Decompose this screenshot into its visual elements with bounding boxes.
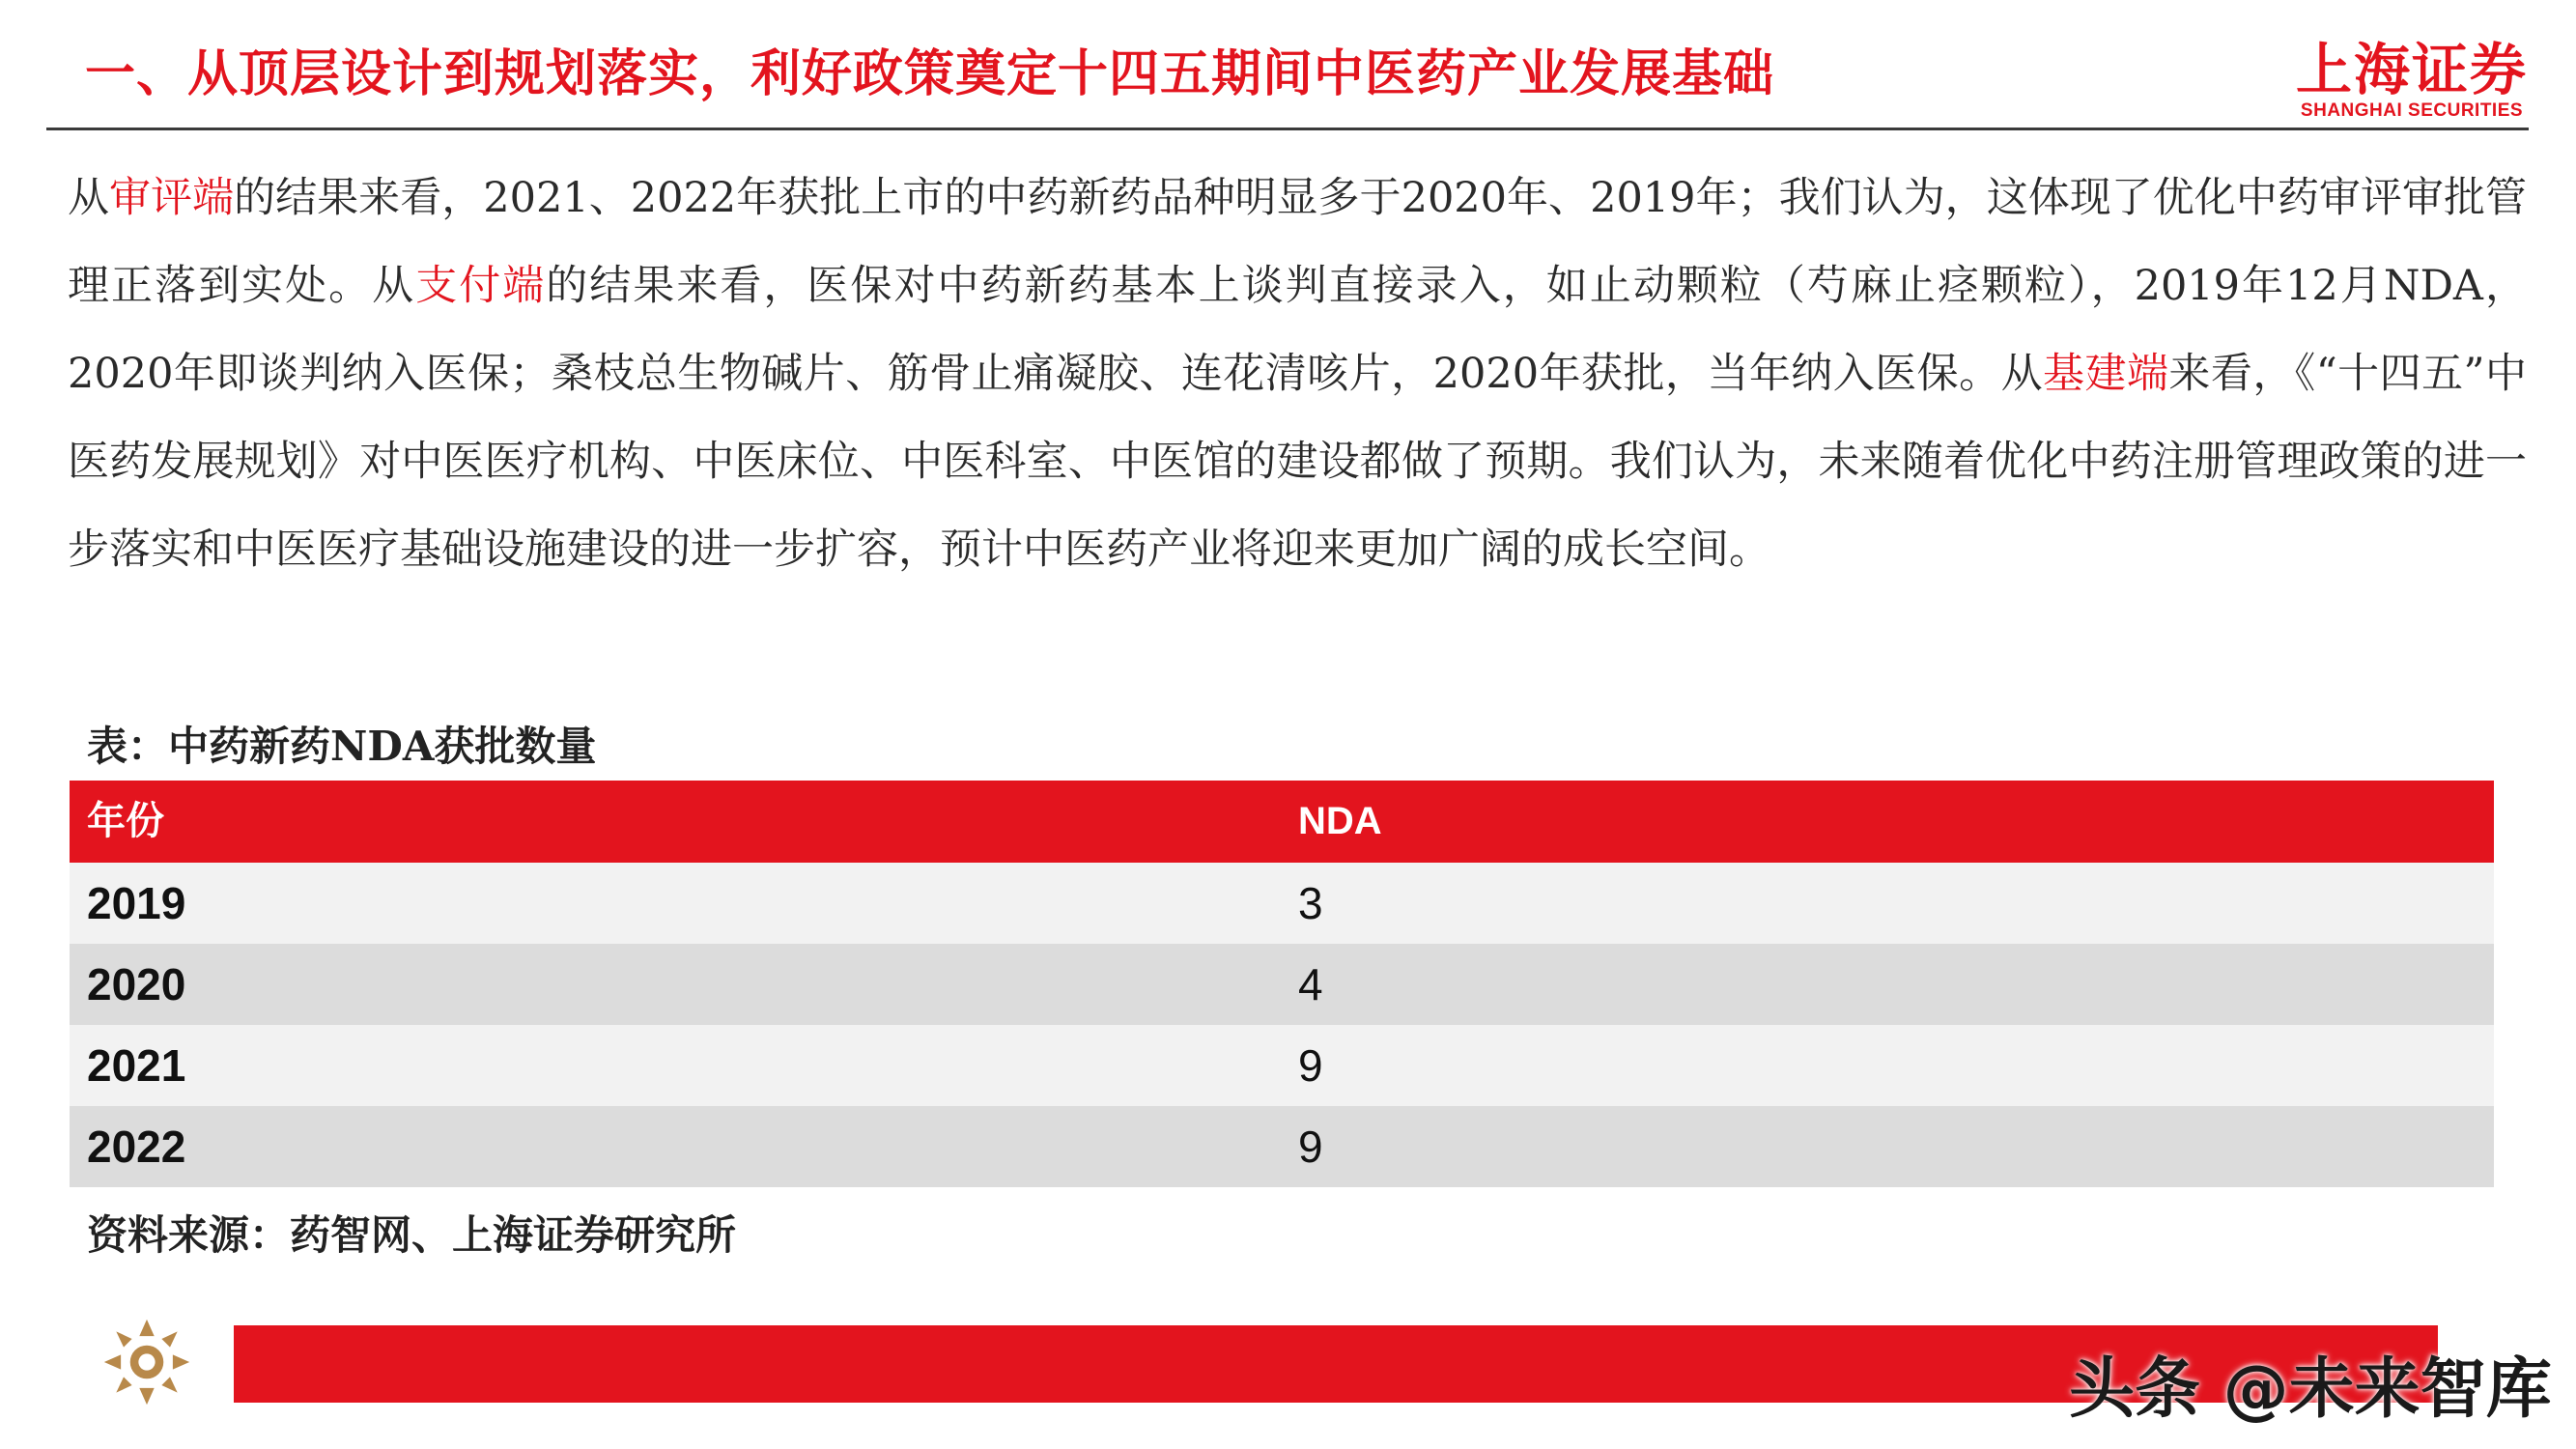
table-row [70,863,2494,944]
table-header-row [70,781,2494,863]
body-text-3: 的结果来看，医保对中药新药基本上谈判直接录入，如止动颗粒（芍麻止痉颗粒），2019年12月NDA，2020年即谈判纳入医保；桑枝总生物碱片、筋骨止痛凝胶、连花清咳片，2020年获批，当年纳入医保。从 [68,262,2528,398]
table-caption: 表：中药新药NDA获批数量 [87,723,597,770]
highlight-payment: 支付端 [415,262,547,310]
table-cell-year: 2020 [87,959,186,1009]
highlight-infrastructure: 基建端 [2043,350,2169,398]
nda-table [70,781,2494,1187]
watermark-text: 头条 @未来智库 [2069,1351,2552,1428]
logo-text-en: SHANGHAI SECURITIES [2300,100,2524,121]
table-cell-year: 2022 [87,1122,186,1172]
table-row [70,944,2494,1025]
header-divider [46,128,2529,130]
table-cell-year: 2019 [87,878,186,928]
sun-emblem-icon [100,1316,193,1408]
source-note: 资料来源：药智网、上海证券研究所 [87,1211,737,1259]
body-text-2: 的结果来看，2021、2022年获批上市的中药新药品种明显多于2020年、2019年；我们认为，这体现了优化中药审评审批管理正落到实处。从 [68,174,2528,310]
body-text-4: 来看，《“十四五”中医药发展规划》对中医医疗机构、中医床位、中医科室、中医馆的建设都做了预期。我们认为，未来随着优化中药注册管理政策的进一步落实和中医医疗基础设施建设的进一步扩容，预计中医药产业将迎来更加广阔的成长空间。 [68,350,2527,574]
table-row [70,1025,2494,1106]
table-cell-nda: 9 [1298,1040,1323,1091]
table-cell-nda: 9 [1298,1122,1323,1172]
table-cell-nda: 4 [1298,959,1323,1009]
table-header-year: 年份 [87,800,164,842]
body-paragraph [68,155,2527,594]
highlight-review: 审评端 [109,174,235,222]
table-cell-nda: 3 [1298,878,1323,928]
table-header-nda: NDA [1298,800,1382,842]
body-text-1: 从 [68,174,110,222]
logo-text-cn: 上海证券 [2295,37,2528,102]
page-title: 一、从顶层设计到规划落实，利好政策奠定十四五期间中医药产业发展基础 [85,45,1775,103]
table-cell-year: 2021 [87,1040,186,1091]
table-row [70,1106,2494,1187]
shanghai-securities-logo [2293,39,2531,122]
